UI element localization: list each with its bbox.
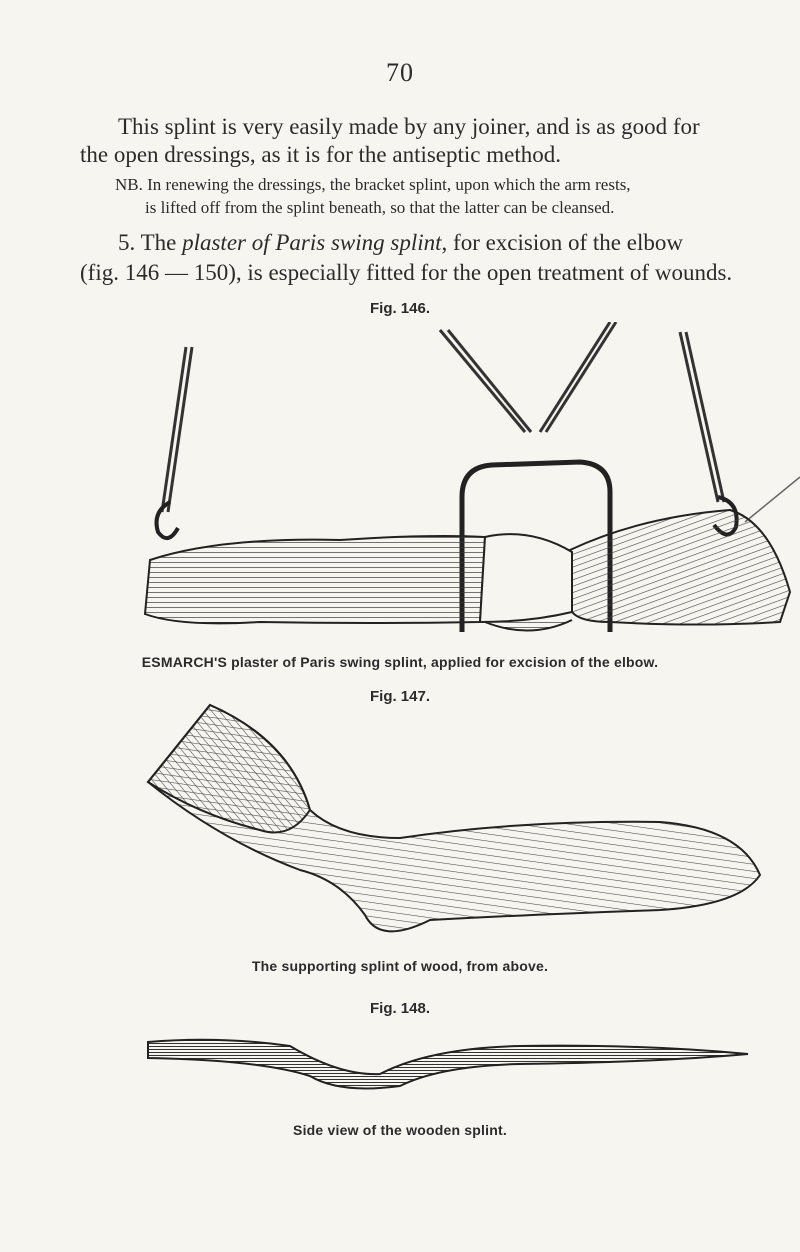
- fig-148-caption: Side view of the wooden splint.: [293, 1122, 507, 1138]
- fig-146-label: Fig. 146.: [369, 300, 431, 317]
- page-number: 70: [386, 58, 414, 87]
- paragraph-1: [118, 112, 798, 142]
- suspension-cords: [162, 322, 724, 512]
- plaster-splint-upper-arm: [145, 536, 485, 623]
- nota-bene-line-1: NB. In renewing the dressings, the bracket splint, upon which the arm rests,: [115, 175, 631, 194]
- paragraph-1-line-2: the open dressings, as it is for the antiseptic method.: [80, 142, 561, 167]
- paragraph-2-cont: [80, 258, 800, 288]
- nota-bene-cont: [145, 197, 795, 219]
- paragraph-1-cont: [80, 140, 800, 170]
- paragraph-1-line-1: This splint is very easily made by any joiner, and is as good for: [118, 114, 700, 139]
- paragraph-2-number: 5. The: [118, 230, 183, 255]
- fig-148-illustration: [140, 1036, 760, 1096]
- paragraph-2-line-1: [118, 228, 798, 258]
- paragraph-2-rest: , for excision of the elbow: [441, 230, 683, 255]
- plaster-splint-forearm: [570, 510, 790, 625]
- paragraph-2: [118, 228, 798, 258]
- paragraph-2-line-2: (fig. 146 — 150), is especially fitted for the open treatment of wounds.: [80, 260, 733, 285]
- fig-146-caption: ESMARCH'S plaster of Paris swing splint, applied for excision of the elbow.: [141, 654, 659, 670]
- fig-147-caption: The supporting splint of wood, from above.: [251, 958, 549, 974]
- fig-147-label: Fig. 147.: [369, 688, 431, 705]
- nota-bene: [115, 174, 795, 196]
- fig-146-illustration: [140, 322, 800, 652]
- nota-bene-line-2: is lifted off from the splint beneath, so that the latter can be cleansed.: [145, 198, 615, 217]
- wooden-splint-side-view: [148, 1040, 748, 1089]
- splint-title: plaster of Paris swing splint: [182, 230, 442, 255]
- fig-147-illustration: [140, 700, 800, 940]
- fig-148-label: Fig. 148.: [369, 1000, 431, 1017]
- elbow-opening: [480, 534, 572, 622]
